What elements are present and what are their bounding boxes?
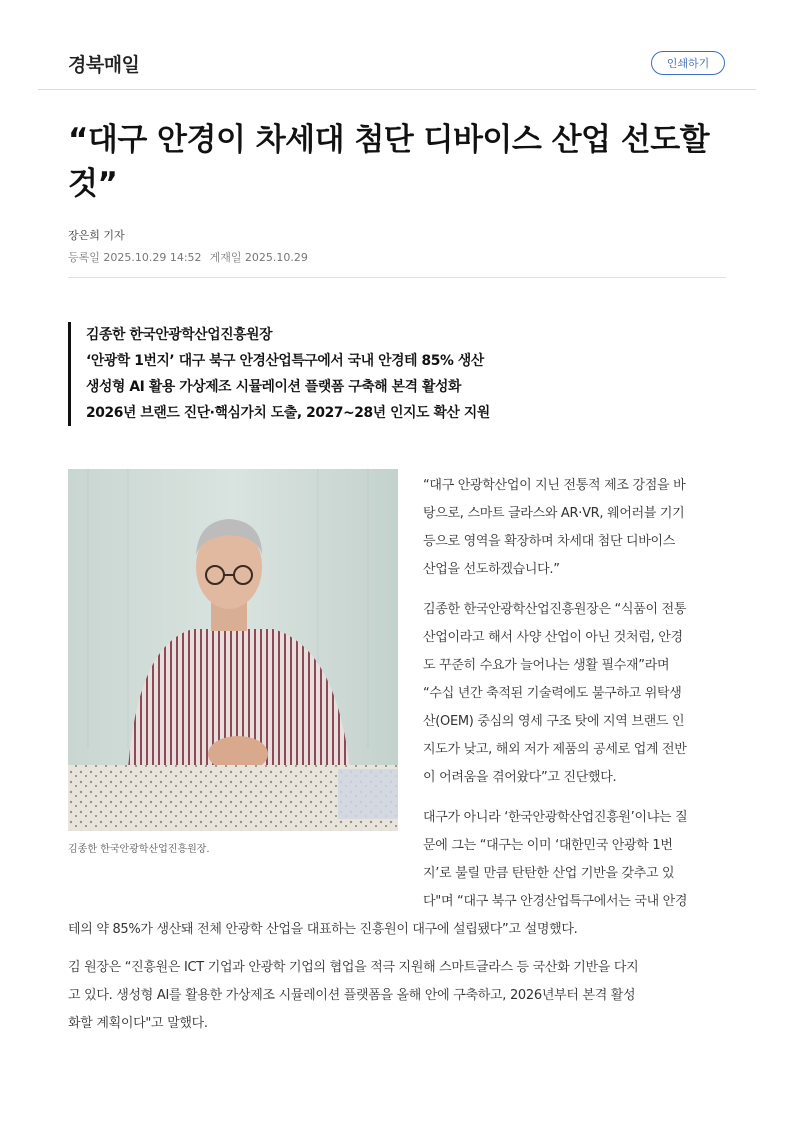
paragraph-line: 테의 약 85%가 생산돼 전체 안광학 산업을 대표하는 진흥원이 대구에 설립됐다”고 설명했다. xyxy=(68,922,578,937)
meta-divider xyxy=(68,277,726,278)
paragraph-line: 대구가 아니라 ‘한국안광학산업진흥원’이냐는 질 xyxy=(423,810,688,825)
paragraph-line: 문에 그는 “대구는 이미 ‘대한민국 안광학 1번 xyxy=(423,838,673,853)
subhead: ‘안광학 1번지’ 대구 북구 안경산업특구에서 국내 안경테 85% 생산 xyxy=(86,353,484,369)
article-title xyxy=(68,118,728,206)
paragraph-line: 화할 계획이다"고 말했다. xyxy=(68,1016,208,1031)
paragraph-line: 지도가 낮고, 해외 저가 제품의 공세로 업계 전반 xyxy=(423,742,687,757)
paragraph-line: “대구 안광학산업이 지닌 전통적 제조 강점을 바 xyxy=(423,478,686,493)
paragraph-line: 산업이라고 해서 사양 산업이 아닌 것처럼, 안경 xyxy=(423,630,683,645)
paragraph-line: 이 어려움을 겪어왔다”고 진단했다. xyxy=(423,770,617,785)
paragraph-line: 고 있다. 생성형 AI를 활용한 가상제조 시뮬레이션 플랫폼을 올해 안에 구축하고, 2026년부터 본격 활성 xyxy=(68,988,636,1003)
article-subheads xyxy=(68,322,718,426)
site-logo[interactable]: 경북매일 xyxy=(68,54,140,76)
paragraph-line: 등으로 영역을 확장하며 차세대 첨단 디바이스 xyxy=(423,534,676,549)
registered-date: 등록일 2025.10.29 14:52 xyxy=(68,251,202,264)
article-title-line-1: “대구 안경이 차세대 첨단 디바이스 산업 선도할 xyxy=(68,122,710,158)
paragraph-line: 김 원장은 “진흥원은 ICT 기업과 안광학 기업의 협업을 적극 지원해 스마트글라스 등 국산화 기반을 다지 xyxy=(68,960,639,975)
article-photo xyxy=(68,469,398,831)
subhead: 2026년 브랜드 진단·핵심가치 도출, 2027~28년 인지도 확산 지원 xyxy=(86,405,490,421)
paragraph-line: 산업을 선도하겠습니다.” xyxy=(423,562,560,577)
photo-caption: 김종한 한국안광학산업진흥원장. xyxy=(68,844,210,855)
paragraph-line: 산(OEM) 중심의 영세 구조 탓에 지역 브랜드 인 xyxy=(423,714,685,729)
paragraph-line: “수십 년간 축적된 기술력에도 불구하고 위탁생 xyxy=(423,686,682,701)
article-dates xyxy=(68,249,316,265)
print-button[interactable]: 인쇄하기 xyxy=(651,51,725,75)
paragraph-line: 지’로 불릴 만큼 탄탄한 산업 기반을 갖추고 있 xyxy=(423,866,675,881)
published-date: 게재일 2025.10.29 xyxy=(209,251,308,264)
paragraph-line: 도 꾸준히 수요가 늘어나는 생활 필수재”라며 xyxy=(423,658,670,673)
header-divider xyxy=(38,89,756,90)
paragraph-line: 다"며 “대구 북구 안경산업특구에서는 국내 안경 xyxy=(423,894,688,909)
subhead: 김종한 한국안광학산업진흥원장 xyxy=(86,327,273,343)
article-title-line-2: 것” xyxy=(68,166,118,202)
reporter-name: 장은희 기자 xyxy=(68,229,125,242)
paragraph-line: 탕으로, 스마트 글라스와 AR·VR, 웨어러블 기기 xyxy=(423,506,685,521)
paragraph-line: 김종한 한국안광학산업진흥원장은 “식품이 전통 xyxy=(423,602,687,617)
subhead: 생성형 AI 활용 가상제조 시뮬레이션 플랫폼 구축해 본격 활성화 xyxy=(86,379,461,395)
site-header xyxy=(0,0,793,90)
